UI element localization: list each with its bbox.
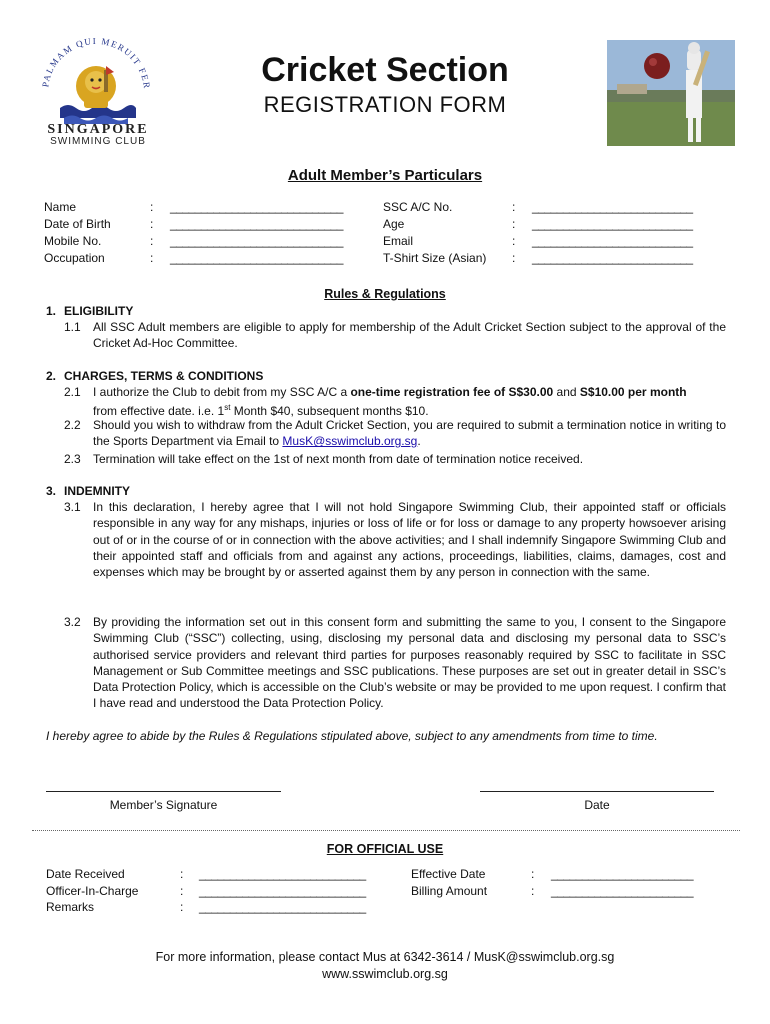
effective-date-field[interactable]: _______________________	[551, 867, 693, 881]
clause-2-2	[93, 417, 726, 450]
section-title-charges: CHARGES, TERMS & CONDITIONS	[64, 369, 264, 383]
colon: :	[150, 234, 154, 248]
clause-2-2-text-b: .	[417, 434, 421, 449]
dob-field[interactable]: ____________________________	[170, 217, 343, 231]
colon: :	[512, 217, 516, 231]
field-label-occupation: Occupation	[44, 251, 105, 265]
colon: :	[512, 200, 516, 214]
clause-number: 3.1	[64, 500, 81, 514]
colon: :	[531, 867, 535, 881]
clause-number: 2.3	[64, 452, 81, 466]
particulars-heading: Adult Member’s Particulars	[287, 167, 483, 184]
field-label-remarks: Remarks	[46, 900, 95, 914]
monthly-fee: S$10.00 per month	[579, 385, 687, 399]
clause-2-2-text-a: Should you wish to withdraw from the Adult Cricket Section, you are required to submit a termination notice in writing to the Sports Department via Email to	[93, 418, 726, 449]
clause-2-1-and: and	[553, 385, 580, 399]
clause-2-1-text-a: I authorize the Club to debit from my SSC A/C a	[93, 385, 351, 399]
name-field[interactable]: ____________________________	[170, 200, 343, 214]
colon: :	[150, 217, 154, 231]
clause-number: 3.2	[64, 615, 81, 629]
cricket-photo	[607, 40, 735, 146]
officer-field[interactable]: ___________________________	[199, 884, 366, 898]
mobile-field[interactable]: ____________________________	[170, 234, 343, 248]
field-label-tshirt: T-Shirt Size (Asian)	[383, 251, 487, 265]
colon: :	[512, 234, 516, 248]
clause-2-1-text-c: Month $40, subsequent months $10.	[230, 404, 429, 419]
footer-contact: For more information, please contact Mus at 6342-3614 / MusK@sswimclub.org.sg	[155, 950, 615, 964]
section-number: 2.	[46, 369, 57, 383]
colon: :	[180, 884, 184, 898]
clause-2-1	[93, 384, 726, 420]
page-title: Cricket Section	[261, 51, 509, 89]
field-label-name: Name	[44, 200, 77, 214]
clause-3-1: In this declaration, I hereby agree that I will not hold Singapore Swimming Club, their appointed staff or officials responsible in any way for any mishaps, injuries or loss of life or for loss or damage to any property howsoever arising out of or in the course of or in connection with the above activities; and I shall indemnify Singapore Swimming Club and their appointed staff and officials from and against any actions, proceedings, liabilities, claims, damages, cost and expenses which may be brought by or asserted against them by any person in connection with the same.	[93, 500, 726, 580]
colon: :	[150, 200, 154, 214]
clause-2-3: Termination will take effect on the 1st of next month from date of termination notice received.	[93, 452, 584, 466]
ssc-ac-field[interactable]: __________________________	[532, 200, 693, 214]
age-field[interactable]: __________________________	[532, 217, 693, 231]
field-label-mobile: Mobile No.	[44, 234, 102, 248]
section-number: 3.	[46, 484, 57, 498]
registration-fee: one-time registration fee of S$30.00	[350, 385, 554, 399]
colon: :	[180, 867, 184, 881]
occupation-field[interactable]: ____________________________	[170, 251, 343, 265]
remarks-field[interactable]: ___________________________	[199, 900, 366, 914]
section-number: 1.	[46, 304, 57, 318]
colon: :	[180, 900, 184, 914]
date-label: Date	[584, 798, 610, 812]
field-label-age: Age	[383, 217, 405, 231]
clause-number: 2.2	[64, 418, 81, 432]
colon: :	[512, 251, 516, 265]
termination-email-link[interactable]: MusK@sswimclub.org.sg	[282, 434, 418, 449]
clause-number: 1.1	[64, 320, 81, 334]
logo-name-line1: SINGAPORE	[47, 122, 149, 137]
page-subtitle: REGISTRATION FORM	[263, 92, 507, 117]
logo-motto: PALMAM QUI MERUIT FER	[40, 35, 153, 91]
clause-2-1-text-b: from effective date. i.e. 1	[93, 404, 225, 419]
footer-website[interactable]: www.sswimclub.org.sg	[322, 967, 448, 981]
clause-number: 2.1	[64, 385, 81, 399]
member-signature-label: Member’s Signature	[109, 798, 218, 812]
logo-name-line2: SWIMMING CLUB	[50, 136, 146, 147]
section-divider	[32, 830, 740, 831]
ordinal-suffix: st	[224, 403, 231, 413]
section-title-eligibility: ELIGIBILITY	[64, 304, 134, 318]
club-logo	[34, 30, 159, 150]
official-use-heading: FOR OFFICIAL USE	[326, 842, 444, 856]
agreement-statement: I hereby agree to abide by the Rules & Regulations stipulated above, subject to any amendments from time to time.	[46, 729, 658, 743]
email-field[interactable]: __________________________	[532, 234, 693, 248]
clause-1-1: All SSC Adult members are eligible to apply for membership of the Adult Cricket Section subject to the approval of the Cricket Ad-Hoc Committee.	[93, 320, 726, 351]
colon: :	[150, 251, 154, 265]
field-label-billing-amount: Billing Amount	[411, 884, 488, 898]
field-label-effective-date: Effective Date	[411, 867, 486, 881]
tshirt-field[interactable]: __________________________	[532, 251, 693, 265]
field-label-ssc-ac: SSC A/C No.	[383, 200, 453, 214]
date-received-field[interactable]: ___________________________	[199, 867, 366, 881]
field-label-email: Email	[383, 234, 414, 248]
colon: :	[531, 884, 535, 898]
rules-heading: Rules & Regulations	[324, 287, 446, 301]
field-label-date-received: Date Received	[46, 867, 125, 881]
member-signature-line[interactable]	[46, 791, 281, 792]
field-label-dob: Date of Birth	[44, 217, 111, 231]
billing-amount-field[interactable]: _______________________	[551, 884, 693, 898]
clause-3-2: By providing the information set out in this consent form and submitting the same to you, I consent to the Singapore Swimming Club (“SSC”) collecting, using, disclosing my personal data and disclosing my personal data to SSC’s authorised service providers and relevant third parties for purposes reasonably required by SSC to facilitate in SSC Management or Sub Committee meetings and SSC publications. These purposes are set out in greater detail in SSC’s Data Protection Policy, which is accessible on the Club’s website or may be provided to me upon request. I confirm that I have read and understood the Data Protection Policy.	[93, 615, 726, 711]
section-title-indemnity: INDEMNITY	[64, 484, 130, 498]
cricket-batsman-icon	[607, 40, 735, 146]
field-label-officer: Officer-In-Charge	[46, 884, 139, 898]
date-signature-line[interactable]	[480, 791, 714, 792]
